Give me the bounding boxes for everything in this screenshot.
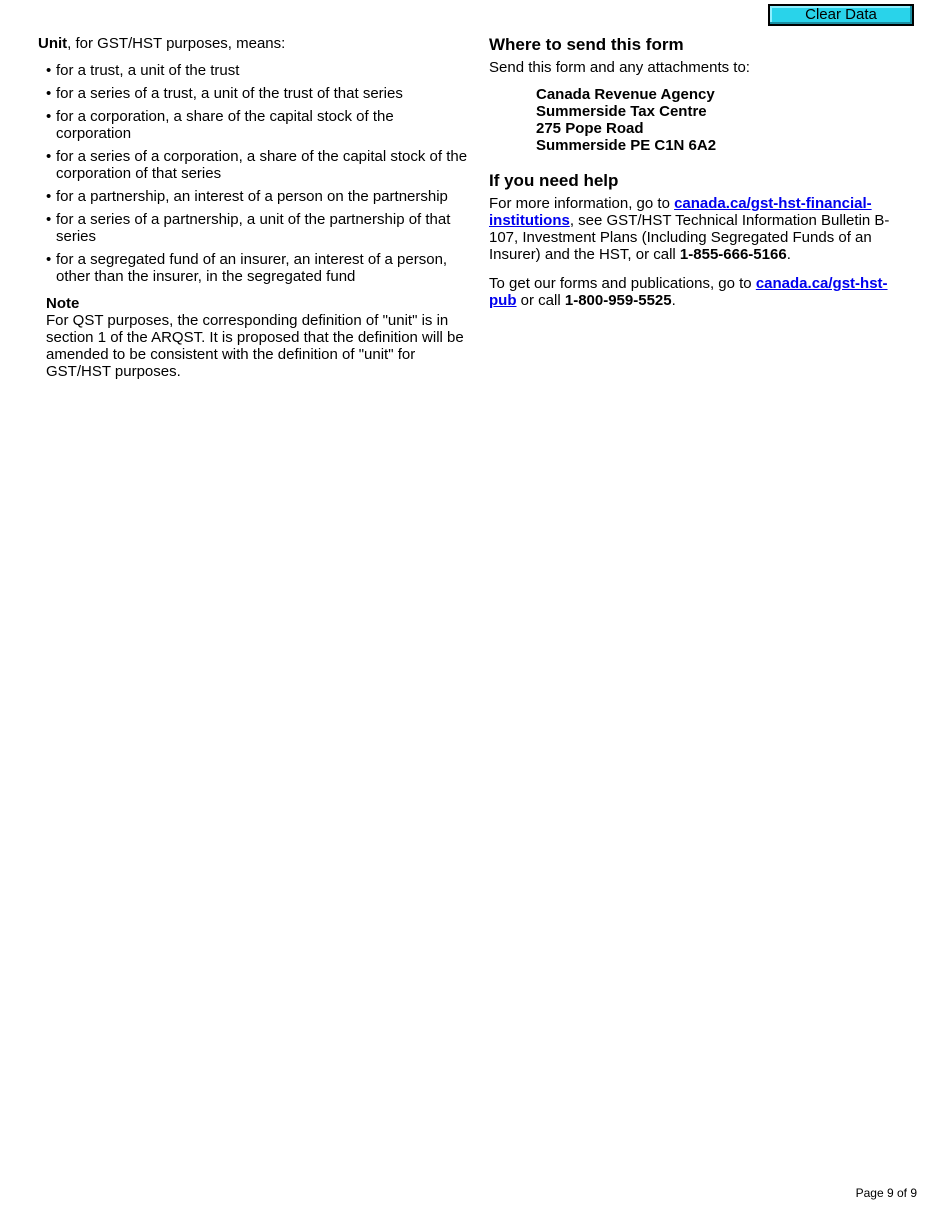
unit-term: Unit bbox=[38, 35, 68, 52]
qst-note bbox=[46, 295, 468, 380]
list-item: • for a series of a trust, a unit of the trust of that series bbox=[46, 85, 403, 102]
list-item: • for a trust, a unit of the trust bbox=[46, 62, 240, 79]
forms-publications-link[interactable]: canada.ca/gst-hst-pub bbox=[489, 275, 888, 309]
unit-intro bbox=[38, 35, 468, 52]
list-item: • for a series of a corporation, a share of the capital stock of the corporation of that series bbox=[46, 148, 468, 182]
note-text: For QST purposes, the corresponding definition of "unit" is in section 1 of the ARQST. It is proposed that the definition will be amended to be consistent with the definition of "unit" for GST/HST purposes. bbox=[46, 312, 464, 380]
address-line: Summerside PE C1N 6A2 bbox=[536, 137, 717, 154]
address-line: Canada Revenue Agency bbox=[536, 86, 715, 103]
list-item: • for a series of a partnership, a unit of the partnership of that series bbox=[46, 211, 451, 245]
bullet-icon: • bbox=[46, 62, 52, 79]
instructions-section bbox=[489, 35, 914, 309]
mailing-address bbox=[536, 86, 914, 154]
help-paragraph-info: For more information, go to canada.ca/gst-hst-financial-institutions, see GST/HST Technical Information Bulletin B-107, Investment Plans (Including Segregated Funds of an Insurer) and the HST, or call 1-855-666-5166. bbox=[489, 195, 890, 263]
unit-intro-text: , for GST/HST purposes, means: bbox=[67, 35, 286, 52]
send-title: Where to send this form bbox=[489, 35, 684, 54]
bullet-icon: • bbox=[46, 108, 52, 125]
list-item: • for a corporation, a share of the capital stock of the corporation bbox=[46, 108, 394, 142]
unit-definition-section bbox=[38, 35, 468, 380]
list-item: • for a segregated fund of an insurer, an interest of a person, other than the insurer, in the segregated fund bbox=[46, 251, 448, 285]
address-line: 275 Pope Road bbox=[536, 120, 644, 137]
phone-number: 1-800-959-5525 bbox=[564, 292, 672, 309]
unit-list bbox=[38, 62, 468, 285]
financial-institutions-link[interactable]: canada.ca/gst-hst-financial-institutions bbox=[489, 195, 872, 229]
help-title: If you need help bbox=[489, 171, 619, 190]
address-line: Summerside Tax Centre bbox=[536, 103, 707, 120]
list-item: • for a partnership, an interest of a person on the partnership bbox=[46, 188, 448, 205]
bullet-icon: • bbox=[46, 148, 52, 165]
clear-data-button[interactable]: Clear Data bbox=[768, 4, 914, 26]
phone-number: 1-855-666-5166 bbox=[679, 246, 787, 263]
help-paragraph-forms: To get our forms and publications, go to canada.ca/gst-hst-pub or call 1-800-959-5525. bbox=[489, 275, 888, 309]
bullet-icon: • bbox=[46, 188, 52, 205]
page-number: Page 9 of 9 bbox=[855, 1186, 917, 1200]
bullet-icon: • bbox=[46, 251, 52, 268]
send-intro: Send this form and any attachments to: bbox=[489, 59, 750, 76]
bullet-icon: • bbox=[46, 85, 52, 102]
bullet-icon: • bbox=[46, 211, 52, 228]
note-title: Note bbox=[46, 295, 80, 312]
